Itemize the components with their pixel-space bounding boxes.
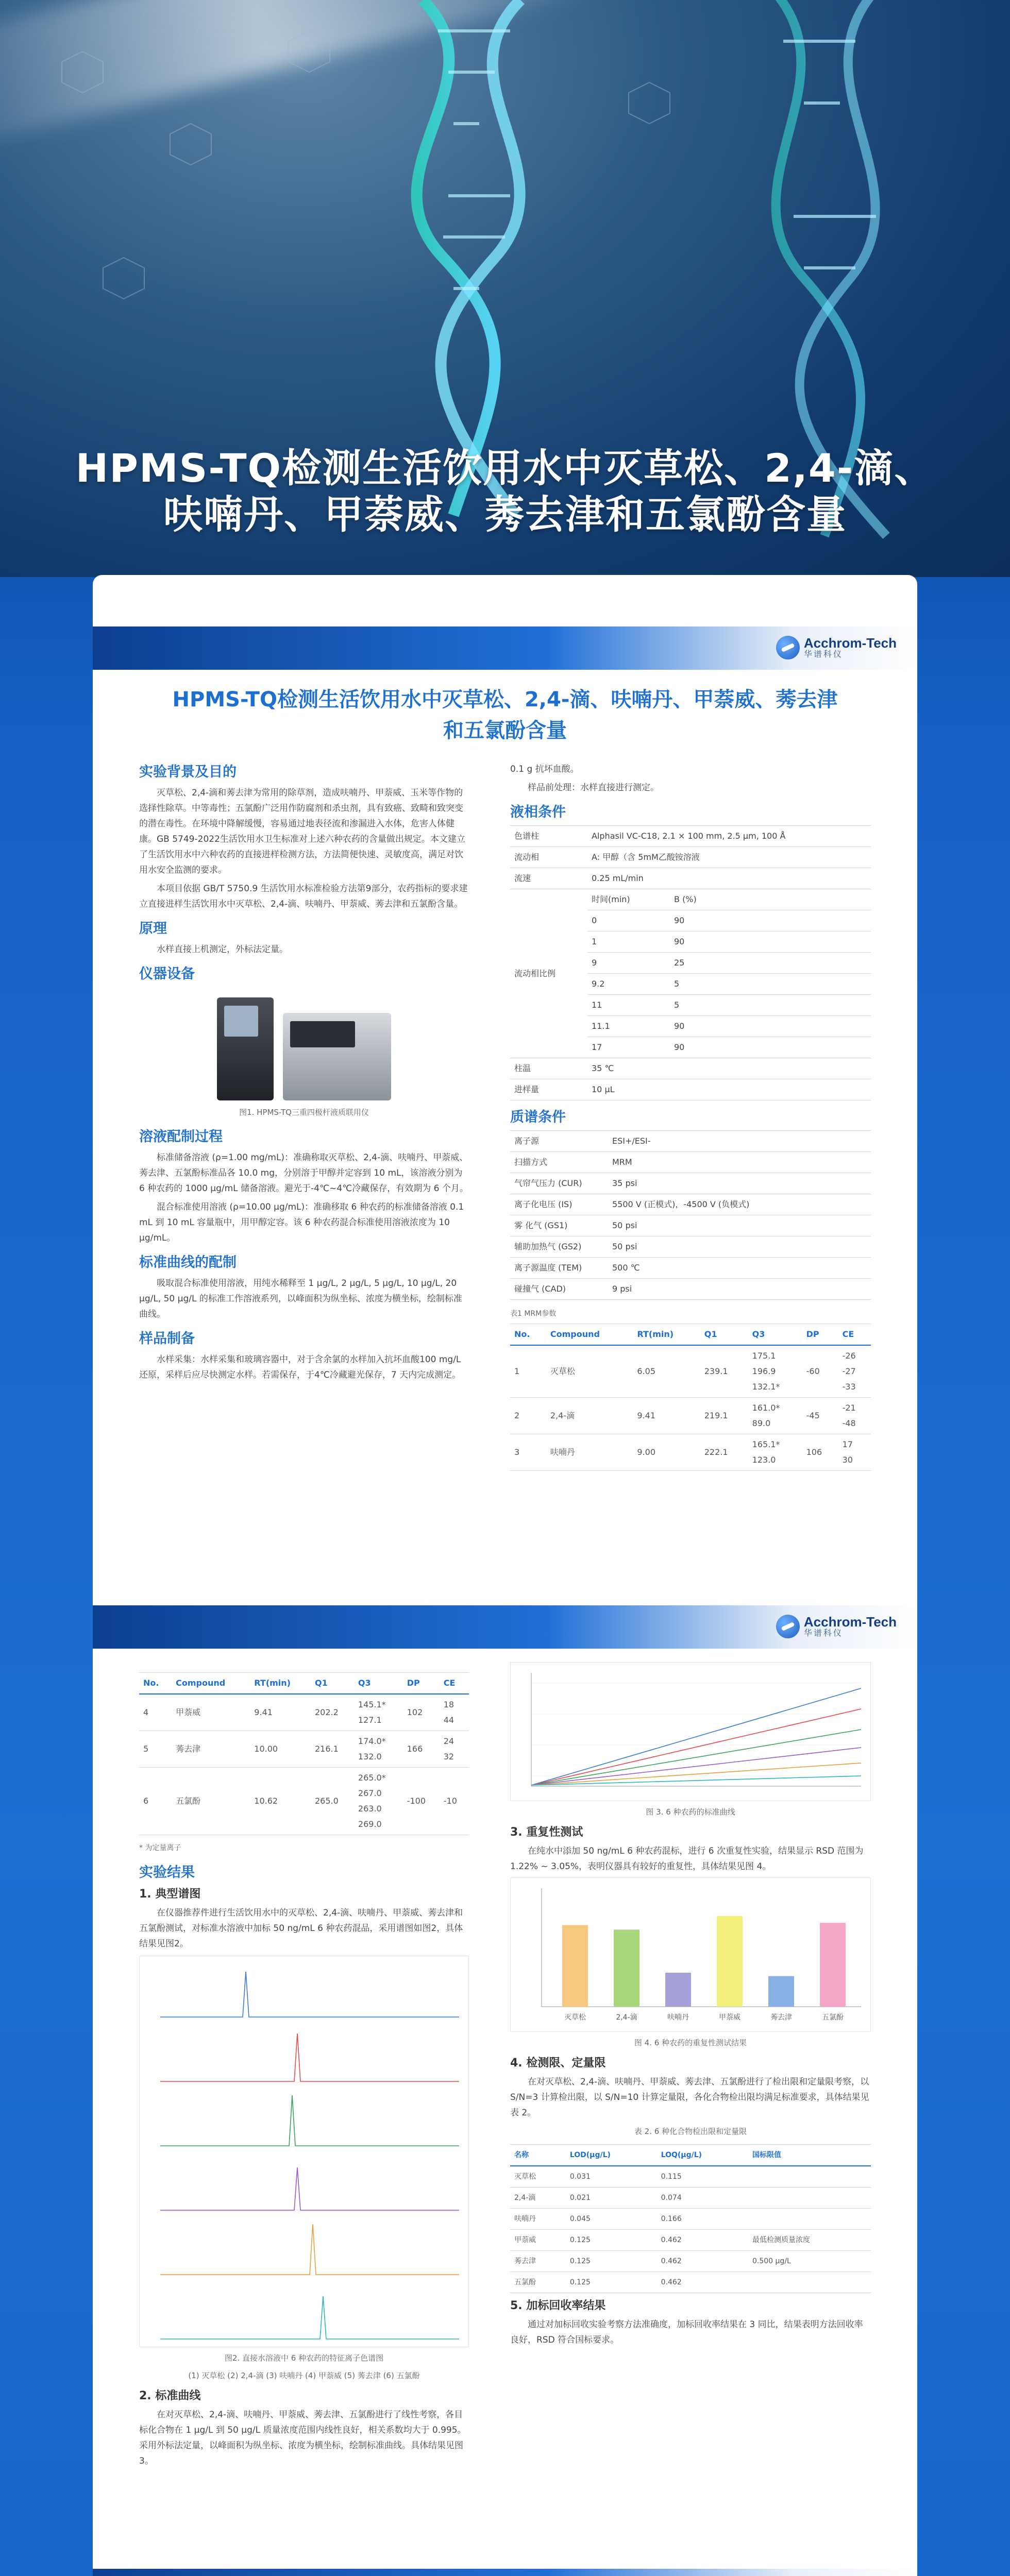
heading-background: 实验背景及目的 — [139, 764, 237, 780]
table-row: 进样量 10 μL — [510, 1079, 871, 1100]
right-column — [510, 1662, 871, 2351]
table-row: 莠去津 0.125 0.462 0.500 μg/L — [510, 2251, 871, 2272]
paper-title-1: HPMS-TQ检测生活饮用水中灭草松、2,4-滴、呋喃丹、甲萘威、莠去津 — [172, 688, 838, 711]
bar-label: 灭草松 — [564, 2013, 586, 2022]
table-row: 3 呋喃丹 9.00 222.1 165.1* 123.0 106 17 30 — [510, 1434, 871, 1471]
mrm-table-part-1: No. Compound RT(min) Q1 Q3 DP CE 1 灭草松 6.05 239.1 175.1 196.9 132.1* -60 -26 -27 -33 2 2,4-滴 9.41 219.1 161.0* 89.0 -45 -21 -48 3 呋喃丹 9.00 222.1 165.1* 123.0 106 17 30 — [510, 1324, 871, 1471]
heading-calibration: 2. 标准曲线 — [139, 2389, 201, 2402]
lc-conditions-table-2 — [510, 1058, 871, 1100]
logo-icon — [776, 1615, 800, 1638]
calibration-chart — [510, 1662, 871, 1801]
heading-lod: 4. 检测限、定量限 — [510, 2057, 606, 2070]
ms-conditions-table — [510, 1130, 871, 1300]
report-page-2 — [93, 1605, 917, 2569]
text-calibration: 在对灭草松、2,4-滴、呋喃丹、甲萘威、莠去津、五氯酚进行了线性考察，各目标化合物在 1 μg/L 到 50 μg/L 质量浓度范围内线性良好，相关系数均大于 0.995。采用外标法定量，以峰面积为纵坐标、浓度为横坐标，绘制标准曲线。具体结果见图 3。 — [139, 2410, 466, 2466]
repeatability-bar — [717, 1916, 743, 2007]
text-solution-2: 混合标准使用溶液 (ρ=10.00 μg/mL)：准确移取 6 种农药的标准储备溶液 0.1 mL 到 10 mL 容量瓶中，用甲醇定容。该 6 种农药混合标准使用溶液浓度为 10 μg/mL。 — [139, 1202, 464, 1243]
left-column — [139, 755, 469, 1386]
table-row: 雾 化气 (GS1) 50 psi — [510, 1215, 871, 1236]
ms-module — [283, 1013, 391, 1100]
lod-table: 名称 LOD(μg/L) LOQ(μg/L) 国标限值 灭草松 0.031 0.115 2,4-滴 0.021 0.074 呋喃丹 0.045 0.166 甲萘威 0.125 0.462 最低检测质量浓度 莠去津 0.125 0.462 0.500 μg/L 五氯酚 0.125 0.462 — [510, 2144, 871, 2293]
repeatability-bar — [614, 1929, 639, 2007]
table-2-caption: 表 2. 6 种化合物检出限和定量限 — [634, 2127, 747, 2136]
table-row: 离子源温度 (TEM) 500 ℃ — [510, 1258, 871, 1279]
heading-ms: 质谱条件 — [510, 1109, 566, 1125]
text-background-2: 本项目依据 GB/T 5750.9 生活饮用水标准检验方法第9部分，农药指标的要求建立直接进样生活饮用水中灭草松、2,4-滴、呋喃丹、甲萘威、莠去津和五氯酚含量。 — [139, 884, 468, 909]
table-row: 灭草松 0.031 0.115 — [510, 2166, 871, 2188]
chromatogram-svg — [140, 1956, 468, 2347]
heading-sample-prep: 样品制备 — [139, 1331, 195, 1347]
lc-conditions-table — [510, 825, 871, 1058]
table-row: 辅助加热气 (GS2) 50 psi — [510, 1236, 871, 1258]
table-row: 柱温 35 ℃ — [510, 1058, 871, 1079]
heading-principle: 原理 — [139, 921, 167, 937]
text-principle: 水样直接上机测定，外标法定量。 — [157, 944, 288, 955]
repeatability-bar — [820, 1923, 846, 2007]
table-row: 碰撞气 (CAD) 9 psi — [510, 1279, 871, 1300]
section-band — [93, 626, 917, 670]
table-row: 离子源 ESI+/ESI- — [510, 1131, 871, 1152]
lc-module — [217, 997, 274, 1100]
table-row: 5 莠去津 10.00 216.1 174.0* 132.0 166 24 32 — [139, 1731, 469, 1768]
table-row: 五氯酚 0.125 0.462 — [510, 2272, 871, 2293]
section-band — [93, 2569, 917, 2576]
main-title-line-2: 呋喃丹、甲萘威、莠去津和五氯酚含量 — [163, 492, 847, 537]
figure-2-caption: 图2. 直接水溶液中 6 种农药的特征离子色谱图 — [224, 2353, 384, 2363]
table-row: 甲萘威 0.125 0.462 最低检测质量浓度 — [510, 2230, 871, 2251]
table-row: 流动相比例 时间(min) B (%) 0 90 1 90 9 25 9.2 5 11 5 11.1 90 17 90 — [510, 889, 871, 1058]
quant-ion-note: * 为定量离子 — [139, 1844, 181, 1852]
bar-label: 甲萘威 — [719, 2013, 740, 2022]
brand-logo — [776, 1615, 897, 1638]
gradient-table: 时间(min) B (%) 0 90 1 90 9 25 9.2 5 11 5 11.1 90 17 90 — [587, 889, 871, 1058]
logo-icon — [776, 636, 800, 659]
text-repeatability: 在纯水中添加 50 ng/mL 6 种农药混标，进行 6 次重复性实验，结果显示 RSD 范围为 1.22% ~ 3.05%，表明仪器具有较好的重复性，具体结果见图 4。 — [510, 1846, 864, 1872]
brand-cn: 华谱科仪 — [803, 649, 843, 659]
mrm-caption: 表1 MRM参数 — [510, 1310, 557, 1318]
heading-equipment: 仪器设备 — [139, 966, 195, 982]
repeatability-bar — [665, 1973, 691, 2007]
repeatability-bar — [768, 1976, 794, 2007]
brand-en: Acchrom-Tech — [803, 1614, 897, 1630]
text-intro-2: 样品前处理：水样直接进行测定。 — [528, 783, 659, 793]
heading-curve-prep: 标准曲线的配制 — [139, 1255, 237, 1270]
table-row: 呋喃丹 0.045 0.166 — [510, 2209, 871, 2230]
bar-label: 呋喃丹 — [667, 2013, 689, 2022]
repeatability-chart — [510, 1877, 871, 2032]
table-row: 2,4-滴 0.021 0.074 — [510, 2188, 871, 2209]
text-chromatogram: 在仪器推荐件进行生活饮用水中的灭草松、2,4-滴、呋喃丹、甲萘威、莠去津和五氯酚测试，对标准水溶液中加标 50 ng/mL 6 种农药混品，采用谱图如图2，具体结果见图2。 — [139, 1908, 463, 1949]
brand-cn: 华谱科仪 — [803, 1628, 843, 1638]
table-row: 1 灭草松 6.05 239.1 175.1 196.9 132.1* -60 -26 -27 -33 — [510, 1345, 871, 1398]
text-solution: 标准储备溶液 (ρ=1.00 mg/mL)：准确称取灭草松、2,4-滴、呋喃丹、甲萘威、莠去津、五氯酚标准品各 10.0 mg，分别溶于甲醇并定容到 10 mL，该溶液分别为 6 种农药的 1000 μg/mL 储备溶液。避光于-4℃~4℃冷藏保存，有效期为 6 个月。 — [139, 1153, 468, 1194]
heading-repeatability: 3. 重复性测试 — [510, 1826, 583, 1839]
text-recovery: 通过对加标回收实验考察方法准确度，加标回收率结果在 3 同比，结果表明方法回收率良好，RSD 符合国标要求。 — [510, 2319, 863, 2345]
heading-lc: 液相条件 — [510, 804, 566, 820]
figure-2-subcaption: (1) 灭草松 (2) 2,4-滴 (3) 呋喃丹 (4) 甲萘威 (5) 莠去津 (6) 五氯酚 — [188, 2371, 420, 2380]
heading-results: 实验结果 — [139, 1865, 195, 1880]
bar-label: 2,4-滴 — [616, 2013, 637, 2022]
table-row: 扫描方式 MRM — [510, 1152, 871, 1173]
table-row: 4 甲萘威 9.41 202.2 145.1* 127.1 102 18 44 — [139, 1694, 469, 1731]
main-title-line-1: HPMS-TQ检测生活饮用水中灭草松、2,4-滴、 — [75, 445, 935, 491]
table-row: 2 2,4-滴 9.41 219.1 161.0* 89.0 -45 -21 -48 — [510, 1398, 871, 1434]
figure-4-caption: 图 4. 6 种农药的重复性测试结果 — [634, 2038, 747, 2047]
text-background: 灭草松、2,4-滴和莠去津为常用的除草剂，造成呋喃丹、甲萘威、玉米等作物的选择性除草。中等毒性；五氯酚广泛用作防腐剂和杀虫剂，具有致癌、致畸和致突变的潜在毒性。在环境中降解缓慢，容易通过地表径流和渗漏进入水体，危害人体健康。GB 5749-2022生活饮用水卫生标准对上述六种农药的含量做出规定。本文建立了生活饮用水中六种农药的直接进样检测方法，方法简便快速、灵敏度高，满足对饮用水安全监测的要求。 — [139, 788, 465, 875]
brand-logo — [776, 636, 897, 659]
repeatability-svg — [511, 1878, 870, 2031]
text-intro: 0.1 g 抗坏血酸。 — [510, 764, 579, 774]
bar-label: 五氯酚 — [822, 2013, 844, 2022]
table-row: 色谱柱 Alphasil VC-C18, 2.1 × 100 mm, 2.5 μm, 100 Å — [510, 826, 871, 847]
text-lod: 在对灭草松、2,4-滴、呋喃丹、甲萘威、莠去津、五氯酚进行了检出限和定量限考察，以 S/N=3 计算检出限，以 S/N=10 计算定量限，各化合物检出限均满足标准要求，具体结果见表 2。 — [510, 2077, 869, 2118]
right-column — [510, 755, 871, 1471]
table-row: 流速 0.25 mL/min — [510, 868, 871, 889]
table-row: 气帘气压力 (CUR) 35 psi — [510, 1173, 871, 1194]
heading-recovery: 5. 加标回收率结果 — [510, 2299, 606, 2312]
chromatogram-figure — [139, 1956, 469, 2347]
report-page-3 — [93, 2569, 917, 2576]
text-sample-prep: 水样采集：水样采集和玻璃容器中，对于含余氯的水样加入抗坏血酸100 mg/L 还原，采样后应尽快测定水样。若需保存，于4℃冷藏避光保存，7 天内完成测定。 — [139, 1354, 461, 1380]
left-column — [139, 1672, 469, 2472]
figure-3-caption: 图 3. 6 种农药的标准曲线 — [646, 1807, 735, 1817]
repeatability-bar — [562, 1925, 588, 2007]
brand-en: Acchrom-Tech — [803, 635, 897, 651]
table-row: 流动相 A: 甲醇（含 5mM乙酸铵溶液 — [510, 847, 871, 868]
figure-1-caption: 图1. HPMS-TQ三重四极杆液质联用仪 — [239, 1108, 369, 1117]
instrument-image — [139, 987, 469, 1100]
table-row: 离子化电压 (IS) 5500 V (正模式)，-4500 V (负模式) — [510, 1194, 871, 1215]
report-page-1 — [93, 575, 917, 1605]
paper-title-2: 和五氯酚含量 — [443, 719, 567, 742]
bar-label: 莠去津 — [770, 2013, 792, 2022]
mrm-table-part-2: No. Compound RT(min) Q1 Q3 DP CE 4 甲萘威 9.41 202.2 145.1* 127.1 102 18 44 5 莠去津 10.00 216.1 174.0* 132.0 166 24 32 6 五氯酚 10.62 265.0 265.0* 267.0 263.0 269.0 -100 -10 — [139, 1672, 469, 1835]
table-row: 6 五氯酚 10.62 265.0 265.0* 267.0 263.0 269.0 -100 -10 — [139, 1768, 469, 1835]
heading-chromatogram: 1. 典型谱图 — [139, 1888, 201, 1901]
heading-solution: 溶液配制过程 — [139, 1129, 223, 1145]
text-curve-prep: 吸取混合标准使用溶液，用纯水稀释至 1 μg/L, 2 μg/L, 5 μg/L, 10 μg/L, 20 μg/L, 50 μg/L 的标准工作溶液系列，以峰面积为纵坐标、浓度为横坐标，绘制标准曲线。 — [139, 1278, 462, 1319]
section-band — [93, 1605, 917, 1649]
calibration-svg — [511, 1663, 870, 1801]
